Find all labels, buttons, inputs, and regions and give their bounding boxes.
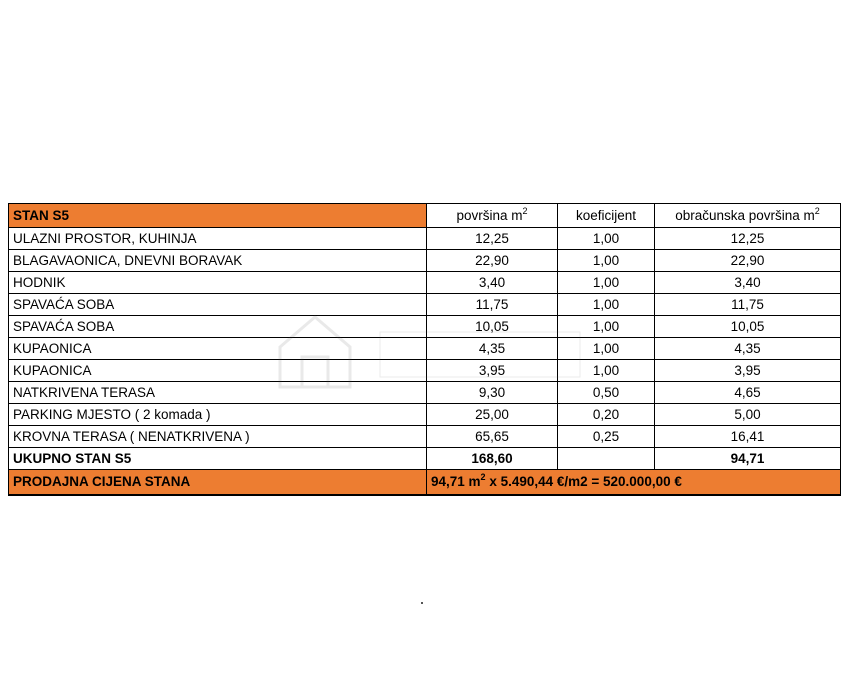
- total-coef: [558, 448, 655, 470]
- room-calc-area: 16,41: [655, 426, 841, 448]
- room-area: 4,35: [427, 338, 558, 360]
- room-calc-area: 12,25: [655, 228, 841, 250]
- room-calc-area: 3,40: [655, 272, 841, 294]
- room-calc-area: 22,90: [655, 250, 841, 272]
- room-coef: 1,00: [558, 228, 655, 250]
- table-row: [9, 294, 841, 316]
- room-name: SPAVAĆA SOBA: [9, 316, 427, 338]
- room-name: PARKING MJESTO ( 2 komada ): [9, 404, 427, 426]
- room-name: SPAVAĆA SOBA: [9, 294, 427, 316]
- table-header-row: [9, 204, 841, 228]
- room-area: 25,00: [427, 404, 558, 426]
- room-area: 10,05: [427, 316, 558, 338]
- price-value: 94,71 $m^2$ x 5.490,44 €/m2 = 520.000,00 €: [427, 470, 841, 496]
- room-coef: 1,00: [558, 294, 655, 316]
- total-row: [9, 448, 841, 470]
- table-row: [9, 338, 841, 360]
- room-area: 11,75: [427, 294, 558, 316]
- room-name: NATKRIVENA TERASA: [9, 382, 427, 404]
- room-calc-area: 4,65: [655, 382, 841, 404]
- room-coef: 1,00: [558, 360, 655, 382]
- room-calc-area: 10,05: [655, 316, 841, 338]
- table-row: [9, 360, 841, 382]
- room-calc-area: 5,00: [655, 404, 841, 426]
- table-row: [9, 250, 841, 272]
- room-area: 9,30: [427, 382, 558, 404]
- table-row: [9, 382, 841, 404]
- room-area: 65,65: [427, 426, 558, 448]
- col-calc-header: obračunska površina $m^2$: [655, 204, 841, 228]
- table-row: [9, 426, 841, 448]
- apartment-title: STAN S5: [9, 204, 427, 228]
- room-name: BLAGAVAONICA, DNEVNI BORAVAK: [9, 250, 427, 272]
- room-calc-area: 11,75: [655, 294, 841, 316]
- room-coef: 1,00: [558, 316, 655, 338]
- price-label: PRODAJNA CIJENA STANA: [9, 470, 427, 496]
- room-name: KUPAONICA: [9, 360, 427, 382]
- room-area: 12,25: [427, 228, 558, 250]
- table-row: [9, 316, 841, 338]
- room-name: HODNIK: [9, 272, 427, 294]
- room-coef: 0,25: [558, 426, 655, 448]
- room-name: ULAZNI PROSTOR, KUHINJA: [9, 228, 427, 250]
- room-name: KROVNA TERASA ( NENATKRIVENA ): [9, 426, 427, 448]
- total-calc-area: 94,71: [655, 448, 841, 470]
- room-area: 3,95: [427, 360, 558, 382]
- room-coef: 1,00: [558, 250, 655, 272]
- table-row: [9, 404, 841, 426]
- price-row: [9, 470, 841, 496]
- col-area-header: površina $m^2$: [427, 204, 558, 228]
- room-calc-area: 3,95: [655, 360, 841, 382]
- table-row: [9, 272, 841, 294]
- apartment-area-table: [8, 203, 841, 496]
- total-label: UKUPNO STAN S5: [9, 448, 427, 470]
- room-area: 3,40: [427, 272, 558, 294]
- room-coef: 1,00: [558, 272, 655, 294]
- table-row: [9, 228, 841, 250]
- room-coef: 0,20: [558, 404, 655, 426]
- room-coef: 1,00: [558, 338, 655, 360]
- room-coef: 0,50: [558, 382, 655, 404]
- total-area: 168,60: [427, 448, 558, 470]
- stray-dot: [421, 602, 423, 604]
- room-calc-area: 4,35: [655, 338, 841, 360]
- col-coef-header: koeficijent: [558, 204, 655, 228]
- room-area: 22,90: [427, 250, 558, 272]
- room-name: KUPAONICA: [9, 338, 427, 360]
